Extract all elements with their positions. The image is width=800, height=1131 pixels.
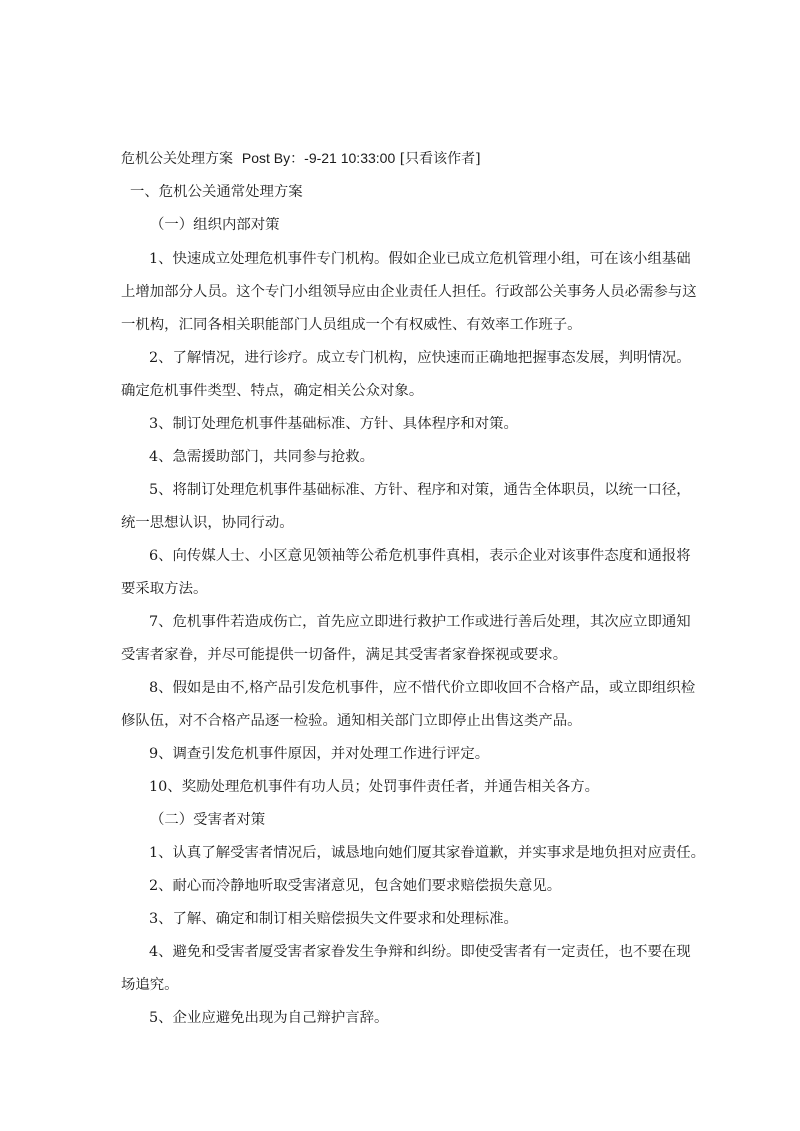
paragraph-line: 8、假如是由不,格产品引发危机事件，应不惜代价立即收回不合格产品，或立即组织检 (149, 680, 696, 696)
paragraph-line: 一机构，汇同各相关职能部门人员组成一个有权威性、有效率工作班子。 (121, 317, 582, 333)
paragraph-line: 2、了解情况，进行诊疗。成立专门机构，应快速而正确地把握事态发展，判明情况。 (149, 350, 691, 366)
paragraph-line: 5、将制订处理危机事件基础标准、方针、程序和对策，通告全体职员，以统一口径， (149, 482, 691, 498)
document-title: 危机公关处理方案 (121, 151, 233, 167)
paragraph-line: 2、耐心而冷静地听取受害渚意见，包含她们要求赔偿损失意见。 (149, 878, 562, 894)
paragraph-line: 确定危机事件类型、特点，确定相关公众对象。 (121, 383, 424, 399)
section-heading-1: 一、危机公关通常处理方案 (130, 184, 303, 200)
paragraph-line: 修队伍，对不合格产品逐一检验。通知相关部门立即停止出售这类产品。 (121, 713, 582, 729)
paragraph-line: 3、制订处理危机事件基础标准、方针、具体程序和对策。 (149, 416, 518, 432)
paragraph-line: 6、向传媒人士、小区意见领袖等公希危机事件真相，表示企业对该事件态度和通报将 (149, 548, 691, 564)
post-timestamp: -9-21 10:33:00 (304, 150, 396, 166)
paragraph-line: 要采取方法。 (121, 581, 208, 597)
paragraph-line: 1、快速成立处理危机事件专门机构。假如企业已成立危机管理小组，可在该小组基础 (149, 251, 691, 267)
paragraph-line: 统一思想认识，协同行动。 (121, 515, 294, 531)
paragraph-line: 场追究。 (121, 977, 179, 993)
post-by-label: Post By： (241, 150, 305, 166)
subsection-heading-1: （一）组织内部对策 (150, 217, 280, 233)
paragraph-line: 4、急需援助部门，共同参与抢救。 (149, 449, 375, 465)
paragraph-line: 5、企业应避免出现为自己辩护言辞。 (149, 1010, 389, 1026)
paragraph-line: 受害者家眷，并尽可能提供一切备件，满足其受害者家眷探视或要求。 (121, 647, 568, 663)
paragraph-line: 1、认真了解受害者情况后，诚恳地向她们厦其家眷道歉，并实事求是地负担对应责任。 (149, 845, 706, 861)
document-header (121, 148, 481, 169)
subsection-heading-2: （二）受害者对策 (150, 812, 266, 828)
paragraph-line: 9、调查引发危机事件原因，并对处理工作进行评定。 (149, 746, 490, 762)
view-author-link[interactable]: [只看该作者] (399, 151, 481, 167)
paragraph-line: 7、危机事件若造成伤亡，首先应立即进行救护工作或进行善后处理，其次应立即通知 (149, 614, 691, 630)
paragraph-line: 上增加部分人员。这个专门小组领导应由企业责任人担任。行政部公关事务人员必需参与这 (121, 284, 697, 300)
paragraph-line: 4、避免和受害者厦受害者家眷发生争辩和纠纷。即使受害者有一定责任，也不要在现 (149, 944, 691, 960)
paragraph-line: 3、了解、确定和制订相关赔偿损失文件要求和处理标准。 (149, 911, 518, 927)
paragraph-line: 10、奖励处理危机事件有功人员；处罚事件责任者，并通告相关各方。 (149, 779, 600, 795)
